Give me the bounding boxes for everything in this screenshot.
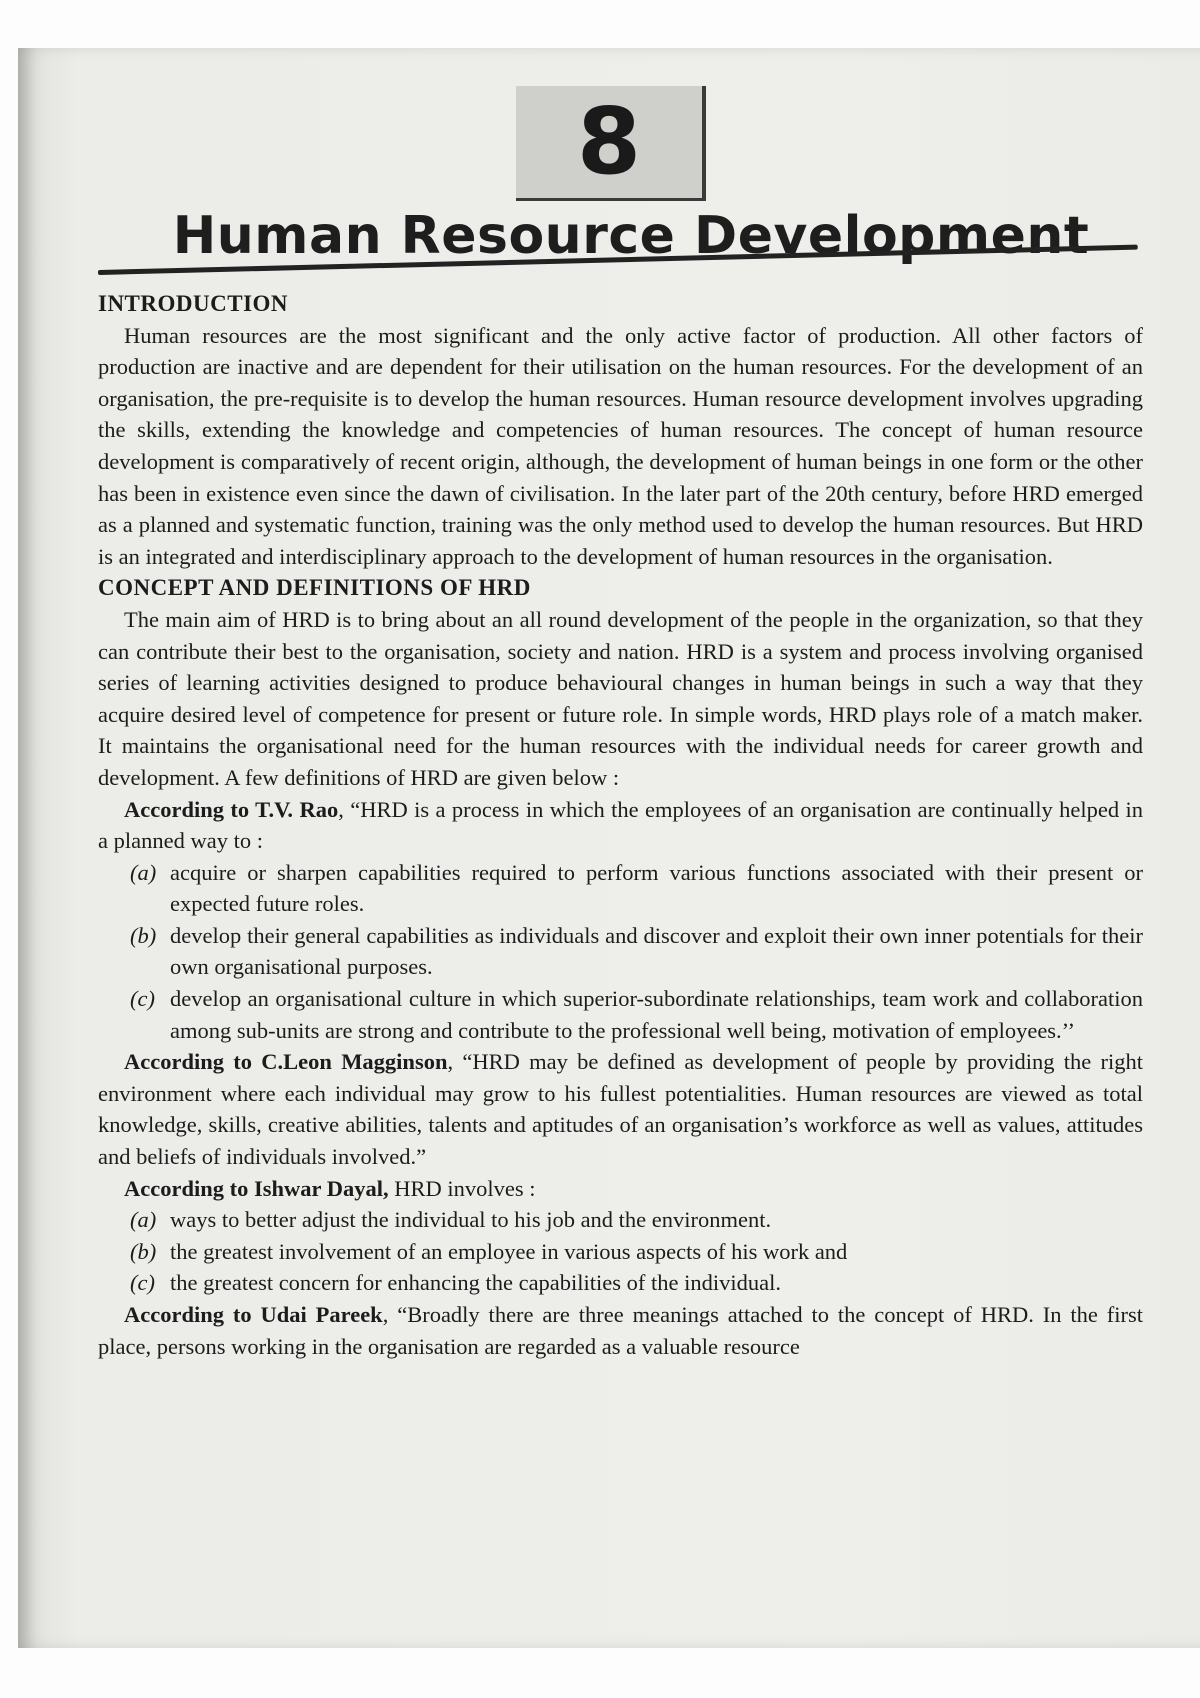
dayal-definition: [98, 1173, 1143, 1205]
dayal-text: HRD involves :: [388, 1175, 536, 1201]
list-text: ways to better adjust the individual to his job and the environment.: [170, 1207, 772, 1233]
list-item: [130, 1267, 1143, 1299]
magginson-definition: [98, 1046, 1143, 1172]
list-item: [130, 1236, 1143, 1268]
list-marker: (a): [130, 1207, 157, 1233]
dayal-list: [98, 1204, 1143, 1299]
rao-lead: According to T.V. Rao: [124, 796, 339, 822]
list-item: [130, 983, 1143, 1046]
list-item: [130, 1204, 1143, 1236]
list-marker: (a): [130, 859, 157, 885]
list-item: [130, 857, 1143, 920]
list-marker: (c): [130, 1270, 155, 1296]
chapter-title: Human Resource Development: [172, 206, 1090, 266]
list-text: develop their general capabilities as individuals and discover and exploit their own inner potentials for their own organisational purposes.: [170, 922, 1143, 980]
list-item: [130, 920, 1143, 983]
concept-heading: CONCEPT AND DEFINITIONS OF HRD: [98, 575, 531, 601]
chapter-number-box: [516, 86, 706, 201]
book-page: [18, 48, 1200, 1648]
introduction-paragraph: Human resources are the most significant and the only active factor of production. All other factors of production are inactive and are dependent for their utilisation on the human resources. For the development of an organisation, the pre-requisite is to develop the human resources. Human resource development involves upgrading the skills, extending the knowledge and competencies of human resources. The concept of human resource development is comparatively of recent origin, although, the development of human beings in one form or the other has been in existence even since the dawn of civilisation. In the later part of the 20th century, before HRD emerged as a planned and systematic function, training was the only method used to develop the human resources. But HRD is an integrated and interdisciplinary approach to the development of human resources in the organisation.: [98, 322, 1143, 569]
magginson-lead: According to C.Leon Magginson: [124, 1049, 448, 1075]
dayal-lead: According to Ishwar Dayal,: [124, 1175, 389, 1201]
concept-paragraph: The main aim of HRD is to bring about an all round development of the people in the organization, so that they can contribute their best to the organisation, society and nation. HRD is a system and process involving organised series of learning activities designed to produce behavioural changes in human beings in such a way that they acquire desired level of competence for present or future role. In simple words, HRD plays role of a match maker. It maintains the organisational need for the human resources with the individual needs for career growth and development. A few definitions of HRD are given below :: [98, 606, 1143, 790]
pareek-text: , “Broadly there are three meanings attached to the concept of HRD. In the first place, persons working in the organisation are regarded as a valuable resource: [98, 1302, 1143, 1359]
magginson-text: , “HRD may be defined as development of people by providing the right environment where each individual may grow to his fullest potentialities. Human resources are viewed as total knowledge, skills, creative abilities, talents and aptitudes of an organisation’s workforce as well as values, attitudes and beliefs of individuals involved.”: [98, 1049, 1143, 1170]
list-text: the greatest concern for enhancing the capabilities of the individual.: [170, 1270, 782, 1296]
chapter-body: [98, 288, 1143, 1362]
rao-definition: [98, 794, 1143, 857]
rao-text: , “HRD is a process in which the employees of an organisation are continually helped in a planned way to :: [98, 796, 1143, 854]
pareek-lead: According to Udai Pareek: [124, 1302, 383, 1327]
chapter-number: 8: [576, 88, 641, 195]
list-marker: (b): [130, 922, 157, 948]
list-text: develop an organisational culture in which superior-subordinate relationships, team work and collaboration among sub-units are strong and contribute to the professional well being, motivation of employees.’’: [170, 986, 1143, 1043]
introduction-heading: INTRODUCTION: [98, 291, 289, 316]
list-marker: (c): [130, 986, 155, 1012]
pareek-definition: [98, 1299, 1143, 1362]
list-text: acquire or sharpen capabilities required to perform various functions associated with their present or expected future roles.: [170, 859, 1143, 917]
rao-list: [98, 857, 1143, 1047]
list-text: the greatest involvement of an employee in various aspects of his work and: [170, 1238, 848, 1264]
list-marker: (b): [130, 1238, 157, 1264]
